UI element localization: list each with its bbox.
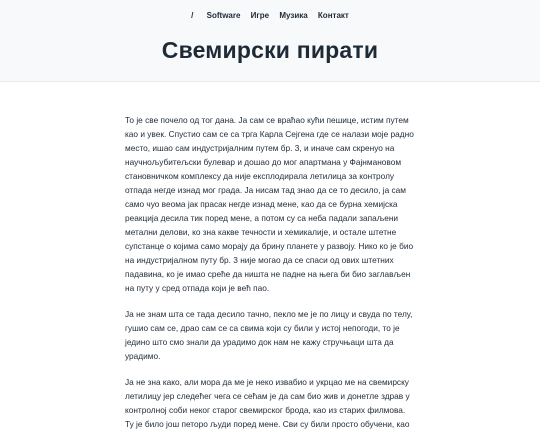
article-body: [125, 113, 415, 443]
top-nav: [0, 11, 540, 20]
article-paragraph-2: Ја не знам шта се тада десило тачно, пекло ме је по лицу и свуда по телу, гушио сам се, драо сам се са свима који су били у истој непогоди, то је једино што смо знали да урадимо док нам не кажу стручњаци шта да урадимо.: [125, 309, 413, 361]
nav-item-music[interactable]: Музика: [279, 11, 308, 20]
nav-item-software[interactable]: Software: [206, 11, 241, 20]
nav-item-games[interactable]: Игре: [250, 11, 270, 20]
nav-item-contact[interactable]: Контакт: [317, 11, 349, 20]
page-title: Свемирски пирати: [161, 37, 379, 63]
page-header: [0, 0, 540, 82]
article-paragraph-1: То је све почело од тог дана. Ја сам се враћао кући пешице, истим путем као и увек. Спустио сам се са трга Карла Сејгена где се налази моје радно место, ишао сам индустријалним путем бр. 3, и иначе сам скренуо на научнољубитељски булевар и дошао до мог апартмана у Фајнмановом становничком комплексу да није експлодирала летилица за контролу отпада негде изнад мог града. Ја нисам тад знао да се то десило, ја сам само чуо веома јак прасак негде изнад мене, као да се бурна хемијска реакција десила тик поред мене, а потом су са неба падали запаљени метални делови, ко зна какве течности и хемикалије, и остале штетне супстанце о којима само морају да брину планете у развоју. Нико ко је био на индустријалном путу бр. 3 није могао да се спаси од ових штетних падавина, ко је имао среће да ништа не падне на њега би био заглављен на путу у сред отпада који је већ пао.: [125, 115, 414, 293]
nav-home-link[interactable]: /: [191, 11, 194, 20]
article-paragraph-3: Ја не зна како, али мора да ме је неко извабио и укрцао ме на свемирску летилицу јер следећег чега се сећам је да сам био жив и донетле здрав у контролној соби неког старог свемирског брода, као из старих филмова. Ту је било још петоро људи поред мене. Сви су били просто обучени, као: [125, 377, 410, 429]
